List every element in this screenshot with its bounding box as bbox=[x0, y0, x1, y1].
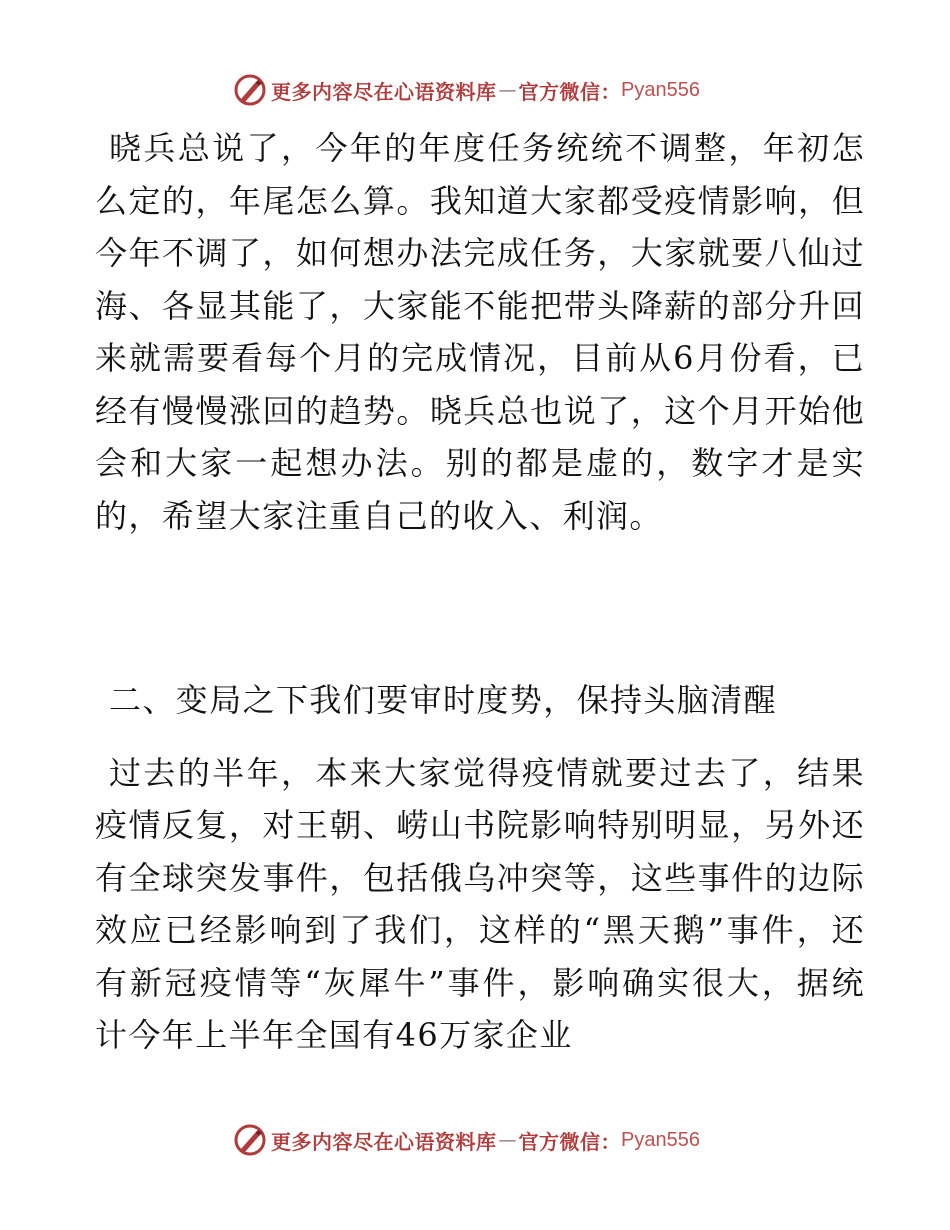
watermark-label: 官方微信： bbox=[518, 1129, 621, 1154]
document-body bbox=[95, 122, 865, 1062]
pen-logo-icon bbox=[233, 73, 267, 107]
section-heading: 二、变局之下我们要审时度势，保持头脑清醒 bbox=[109, 681, 778, 719]
watermark-text: 更多内容尽在心语资料库 bbox=[271, 79, 497, 104]
watermark-text: 更多内容尽在心语资料库 bbox=[271, 1129, 497, 1154]
watermark-separator: — bbox=[498, 79, 517, 101]
watermark-label: 官方微信： bbox=[518, 79, 621, 104]
paragraph-1: 晓兵总说了，今年的年度任务统统不调整，年初怎么定的，年尾怎么算。我知道大家都受疫情影响，但今年不调了，如何想办法完成任务，大家就要八仙过海、各显其能了，大家能不能把带头降薪的部分升回来就需要看每个月的完成情况，目前从6月份看，已经有慢慢涨回的趋势。晓兵总也说了，这个月开始他会和大家一起想办法。别的都是虚的，数字才是实的，希望大家注重自己的收入、利润。 bbox=[95, 129, 865, 535]
paragraph-2: 过去的半年，本来大家觉得疫情就要过去了，结果疫情反复，对王朝、崂山书院影响特别明显，另外还有全球突发事件，包括俄乌冲突等，这些事件的边际效应已经影响到了我们，这样的“黑天鹅”事件，还有新冠疫情等“灰犀牛”事件，影响确实很大，据统计今年上半年全国有46万家企业 bbox=[95, 753, 865, 1054]
footer-watermark bbox=[233, 1122, 700, 1158]
watermark-id: Pyan556 bbox=[621, 1128, 700, 1151]
watermark-id: Pyan556 bbox=[621, 78, 700, 101]
pen-logo-icon bbox=[233, 1123, 267, 1157]
header-watermark bbox=[233, 72, 700, 108]
watermark-separator: — bbox=[498, 1129, 517, 1151]
